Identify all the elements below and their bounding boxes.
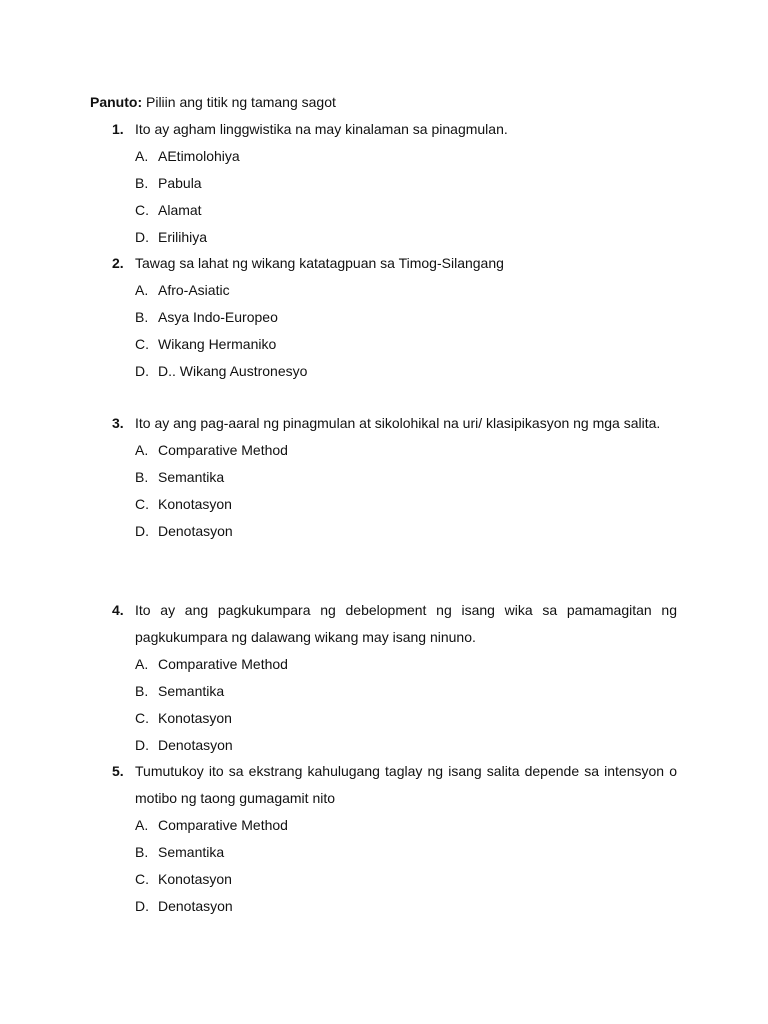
option-text: Pabula [158,175,202,191]
option-letter: D. [135,737,149,753]
question-text: Ito ay agham linggwistika na may kinalaman sa pinagmulan. [135,121,508,137]
option-text: Denotasyon [158,523,233,539]
instruction-label: Panuto: [90,94,143,110]
option-d [90,224,677,251]
question-number: 4. [112,602,124,618]
question-stem [90,758,677,812]
question-text: Tawag sa lahat ng wikang katatagpuan sa Timog-Silangang [135,255,504,271]
option-text: Denotasyon [158,898,233,914]
option-c [90,866,677,893]
option-text: Konotasyon [158,496,232,512]
option-text: Konotasyon [158,871,232,887]
option-c [90,331,677,358]
option-b [90,839,677,866]
option-text: Alamat [158,202,202,218]
option-text: Wikang Hermaniko [158,336,277,352]
option-d [90,732,677,759]
question-stem [90,116,677,143]
option-c [90,705,677,732]
question-number: 2. [112,255,124,271]
option-a [90,651,677,678]
question-text: Ito ay ang pag-aaral ng pinagmulan at sikolohikal na uri/ klasipikasyon ng mga salita. [135,415,661,431]
option-letter: C. [135,336,149,352]
option-text: Denotasyon [158,737,233,753]
option-letter: A. [135,656,149,672]
option-text: D.. Wikang Austronesyo [158,363,308,379]
option-letter: B. [135,175,149,191]
question-text: Ito ay ang pagkukumpara ng debelopment ng isang wika sa pamamagitan ng pagkukumpara ng dalawang wikang may isang ninuno. [135,602,677,645]
option-list [90,812,677,920]
question-number: 3. [112,415,124,431]
question-1 [90,116,677,251]
option-letter: B. [135,309,149,325]
option-b [90,170,677,197]
option-text: Comparative Method [158,656,288,672]
option-text: AEtimolohiya [158,148,240,164]
option-letter: A. [135,282,149,298]
option-letter: D. [135,898,149,914]
option-d [90,518,677,545]
option-d [90,893,677,920]
option-letter: A. [135,442,149,458]
option-b [90,304,677,331]
option-text: Asya Indo-Europeo [158,309,278,325]
option-a [90,437,677,464]
option-b [90,464,677,491]
option-text: Semantika [158,469,225,485]
option-letter: A. [135,817,149,833]
option-letter: B. [135,683,149,699]
option-text: Konotasyon [158,710,232,726]
option-text: Semantika [158,683,225,699]
option-a [90,143,677,170]
option-list [90,437,677,545]
option-letter: B. [135,469,149,485]
option-letter: C. [135,871,149,887]
option-text: Comparative Method [158,442,288,458]
option-letter: D. [135,523,149,539]
option-c [90,197,677,224]
question-stem [90,410,677,437]
question-5 [90,758,677,920]
option-b [90,678,677,705]
option-d [90,358,677,385]
question-number: 5. [112,763,124,779]
option-letter: B. [135,844,149,860]
option-c [90,491,677,518]
option-a [90,812,677,839]
option-letter: D. [135,363,149,379]
option-list [90,651,677,759]
question-3 [90,410,677,545]
instruction-line [90,94,336,111]
option-text: Semantika [158,844,225,860]
question-stem [90,597,677,651]
option-text: Comparative Method [158,817,288,833]
question-text: Tumutukoy ito sa ekstrang kahulugang taglay ng isang salita depende sa intensyon o motibo ng taong gumagamit nito [135,763,677,806]
question-number: 1. [112,121,124,137]
instruction-text: Piliin ang titik ng tamang sagot [142,94,336,110]
question-stem [90,250,677,277]
option-list [90,277,677,385]
option-letter: C. [135,202,149,218]
option-letter: C. [135,496,149,512]
option-letter: D. [135,229,149,245]
option-list [90,143,677,251]
option-letter: A. [135,148,149,164]
option-text: Afro-Asiatic [158,282,230,298]
option-a [90,277,677,304]
option-letter: C. [135,710,149,726]
question-4 [90,597,677,759]
option-text: Erilihiya [158,229,208,245]
question-2 [90,250,677,385]
